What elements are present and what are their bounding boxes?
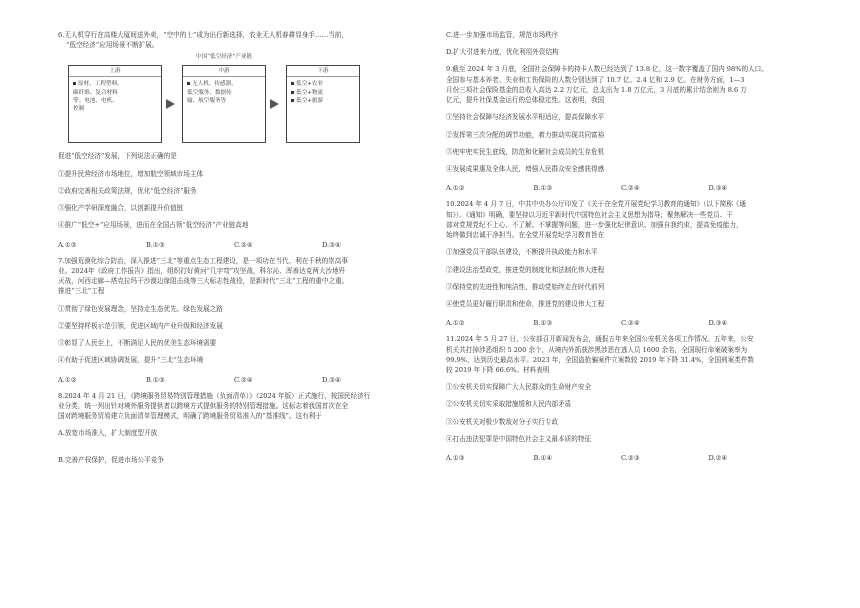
choice-b[interactable]: B.①③ — [533, 319, 553, 328]
q9-stem: 9.截至 2024 年 3 月底，全国社会保障卡的持卡人数已经达到了 13.8 亿，这一数字覆盖了国内 98%的人口。 — [446, 65, 768, 74]
downstream-line: 低空+物流 — [291, 89, 355, 97]
q6-option-2: ②政府完善相关政策法规，优化“低空经济”服务 — [58, 186, 197, 195]
q9-stem: 全国参与基本养老、失业和工伤保险的人数分别达到了 10.7 亿、2.4 亿和 2.9 亿。在财务方面，1—3 — [446, 75, 745, 84]
q11-option-4: ④打击违法犯罪是中国特色社会主义最本质的特征 — [446, 434, 592, 443]
choice-d[interactable]: D.③④ — [708, 319, 728, 328]
choice-d[interactable]: D.②④ — [708, 454, 728, 463]
q10-option-1: ①加强党员干部队伍建设，不断提升执政能力和水平 — [446, 248, 598, 257]
q8-stem: 国对跨境服务贸易建立负面清单管理模式，明确了跨境服务贸易准入的“基准线”。这有利于 — [58, 412, 322, 421]
midstream-line: 低空服务、数据传 — [187, 89, 232, 96]
q9-choices — [446, 183, 796, 193]
q11-stem: 11.2024 年 5 月 27 日，公安部召开新闻发布会，通报五年来全国公安机关各项工作情况。五年来，公安 — [446, 335, 754, 344]
q9-option-3: ③兜牢兜实民生底线，防范和化解社会成员的生存危机 — [446, 147, 605, 156]
choice-b[interactable]: B.①③ — [533, 184, 553, 193]
choice-c[interactable]: C.②③ — [621, 454, 640, 463]
q7-option-4: ④有助于促进区域协调发展，提升“三北”生态环境 — [58, 356, 204, 365]
bullet-square-icon — [73, 82, 76, 85]
midstream-head: 中游 — [183, 66, 265, 77]
left-column — [58, 30, 410, 465]
downstream-line: 低空+农业 — [291, 80, 355, 88]
q8-option-b[interactable]: B.完善产权保护，促进市场公平竞争 — [58, 455, 164, 464]
q10-option-3: ③保持党的先进性和纯洁性，推动党始终走在时代前列 — [446, 282, 605, 291]
midstream-line: 无人机、传感器、 — [187, 80, 261, 88]
q10-option-4: ④使党员更好履行职责和使命，推进党的建设伟大工程 — [446, 299, 605, 308]
q7-stem: 灭战，河西走廊—塔克拉玛干沙漠边缘阻击战等三大标志性战役，是新时代“三北”工程的重中之重。 — [58, 277, 349, 286]
q6-option-4: ④推广“低空+”应用场景，进而在全国占领“低空经济”产业链高地 — [58, 221, 249, 230]
choice-a[interactable]: A.①② — [58, 240, 77, 249]
upstream-line: 等；电池、电机、 — [73, 97, 118, 104]
choice-b[interactable]: B.①④ — [533, 454, 553, 463]
q9-option-4: ④发展成果惠及全体人民，增强人民群众安全感获得感 — [446, 164, 605, 173]
choice-d[interactable]: D.③④ — [322, 240, 341, 249]
q11-stem: 较 2019 年下降 66.6%。材料表明 — [446, 366, 550, 375]
q7-stem: 业。2024年《政府工作报告》指出，组织打好黄河“几字弯”攻坚战，科尔沁、浑善达克两大沙地歼 — [58, 266, 346, 275]
bullet-square-icon — [291, 91, 294, 94]
q11-option-3: ③公安机关对极少数敌对分子实行专政 — [446, 417, 559, 426]
q10-stem: 始终做到忠诚干净担当。在全党开展党纪学习教育旨在 — [446, 231, 605, 240]
q6-choices — [58, 240, 410, 250]
choice-d[interactable]: D.③④ — [708, 184, 728, 193]
q8-stem: 8.2024 年 4 月 21 日，《跨境服务贸易特别管理措施（负面清单）》（2024 年版）正式施行，按国民经济行 — [58, 391, 371, 400]
q8-stem: 业分类，统一列出针对境外服务提供者以跨境方式提供服务的特别管理措施。这标志着我国首次在全 — [58, 401, 349, 410]
q7-option-1: ①贯彻了绿色发展理念，坚持走生态优先、绿色发展之路 — [58, 304, 223, 313]
q10-choices — [446, 318, 796, 328]
q10-stem: 部对党规党纪不上心、不了解、不掌握等问题，进一步强化纪律意识、加强自我约束，提高免疫能力， — [446, 220, 743, 229]
q11-option-2: ②公安机关切实采取措施缓和人民内部矛盾 — [446, 400, 572, 409]
q11-stem: 99.9%，达到历史最高水平。2023 年，全国盗抢骗案件立案数较 2019 年下降 31.4%，全国刑案类件数 — [446, 355, 755, 364]
q11-stem: 机关共打掉涉恶组织 5 200 余个，从境内外抓获涉黑涉恶在逃人员 1600 余名，全国现行命案破案率为 — [446, 345, 748, 354]
q7-stem: 7.加强荒漠化综合防治，深入推进“三北”等重点生态工程建设，是一项功在当代、利在千秋的崇高事 — [58, 256, 348, 265]
midstream-box — [182, 65, 266, 143]
choice-c[interactable]: C.②④ — [234, 375, 253, 384]
choice-b[interactable]: B.①③ — [146, 375, 165, 384]
upstream-box — [68, 65, 162, 143]
choice-a[interactable]: A.①② — [58, 375, 77, 384]
q6-option-1: ①提升民营经济市场地位，增加航空领域市场主体 — [58, 169, 204, 178]
diagram-title: 中国“低空经济”产业链 — [195, 54, 253, 61]
q6-stem-line-1: 6.无人机穿行在高楼大厦间送外卖，“空中的士”成为出行新选择，农业无人机春耕显身手……当前， — [58, 31, 348, 39]
choice-c[interactable]: C.②④ — [234, 240, 253, 249]
q9-stem: 月份三项社会保险基金的总收入高达 2.2 万亿元，总支出为 1.8 万亿元，3 月底的累计结余则为 8.6 万 — [446, 85, 747, 94]
arrow-right-icon — [270, 99, 279, 109]
q11-option-1: ①公安机关切实保障广大人民群众的生命财产安全 — [446, 383, 592, 392]
q6-option-3: ③强化产学研深度融合，以创新提升价值链 — [58, 204, 184, 213]
q10-stem: 知》）。《通知》明确，要坚持以习近平新时代中国特色社会主义思想为指导；聚焦解决一些党员、干 — [446, 210, 733, 219]
downstream-box — [286, 65, 360, 143]
choice-d[interactable]: D.③④ — [322, 375, 341, 384]
q6-question: 促进“低空经济”发展，下列说法正确的是 — [58, 152, 177, 161]
upstream-line: 原材、工程塑料、 — [73, 80, 157, 88]
q9-option-2: ②发挥第三次分配的调节功能，着力推动实现共同富裕 — [446, 130, 605, 139]
q8-option-c[interactable]: C.进一步加强市场监管，规范市场秩序 — [446, 31, 559, 39]
q9-stem: 亿元，提升社保基金运行的总体稳定性。这表明，我国 — [446, 96, 605, 105]
q7-choices — [58, 375, 410, 385]
q7-option-2: ②要坚持样板示范引领，促进区域内产业升级和经济发展 — [58, 321, 223, 330]
choice-a[interactable]: A.①③ — [446, 454, 465, 463]
choice-c[interactable]: C.②④ — [621, 319, 640, 328]
q11-choices — [446, 453, 796, 463]
choice-b[interactable]: B.①③ — [146, 240, 165, 249]
q6-stem-line-2: “低空经济”应用场景不断扩展。 — [66, 41, 159, 50]
right-column — [446, 30, 796, 463]
upstream-line: 碳纤维、复合材料 — [73, 89, 118, 96]
q10-option-2: ②建设法治型政党，推进党的制度化和法制化伟大进程 — [446, 265, 605, 274]
choice-c[interactable]: C.②④ — [621, 184, 640, 193]
arrow-right-icon — [166, 99, 175, 109]
choice-a[interactable]: A.①② — [446, 319, 465, 328]
q7-stem: 推进“三北”工程 — [58, 287, 105, 296]
bullet-square-icon — [187, 82, 190, 85]
industry-chain-diagram — [64, 53, 364, 145]
q7-option-3: ③彰显了人民至上，不断满足人民的优美生态环境需要 — [58, 339, 217, 348]
choice-a[interactable]: A.①② — [446, 184, 465, 193]
q8-option-d[interactable]: D.扩大引进来力度，优化利用外资结构 — [446, 48, 559, 57]
downstream-head: 下游 — [287, 66, 359, 77]
bullet-square-icon — [291, 99, 294, 102]
midstream-line: 输、航空服务等 — [187, 97, 227, 104]
upstream-line: 控制 — [73, 105, 85, 112]
upstream-head: 上游 — [69, 66, 161, 77]
q10-stem: 10.2024 年 4 月 7 日，中共中央办公厅印发了《关于在全党开展党纪学习教育的通知》（以下简称《通 — [446, 200, 746, 209]
q8-option-a[interactable]: A.放宽市场准入，扩大制度型开放 — [58, 429, 158, 438]
bullet-square-icon — [291, 82, 294, 85]
q9-option-1: ①坚持社会保障与经济发展水平相适应，提高保障水平 — [446, 113, 605, 122]
downstream-line: 低空+旅游 — [291, 97, 355, 105]
